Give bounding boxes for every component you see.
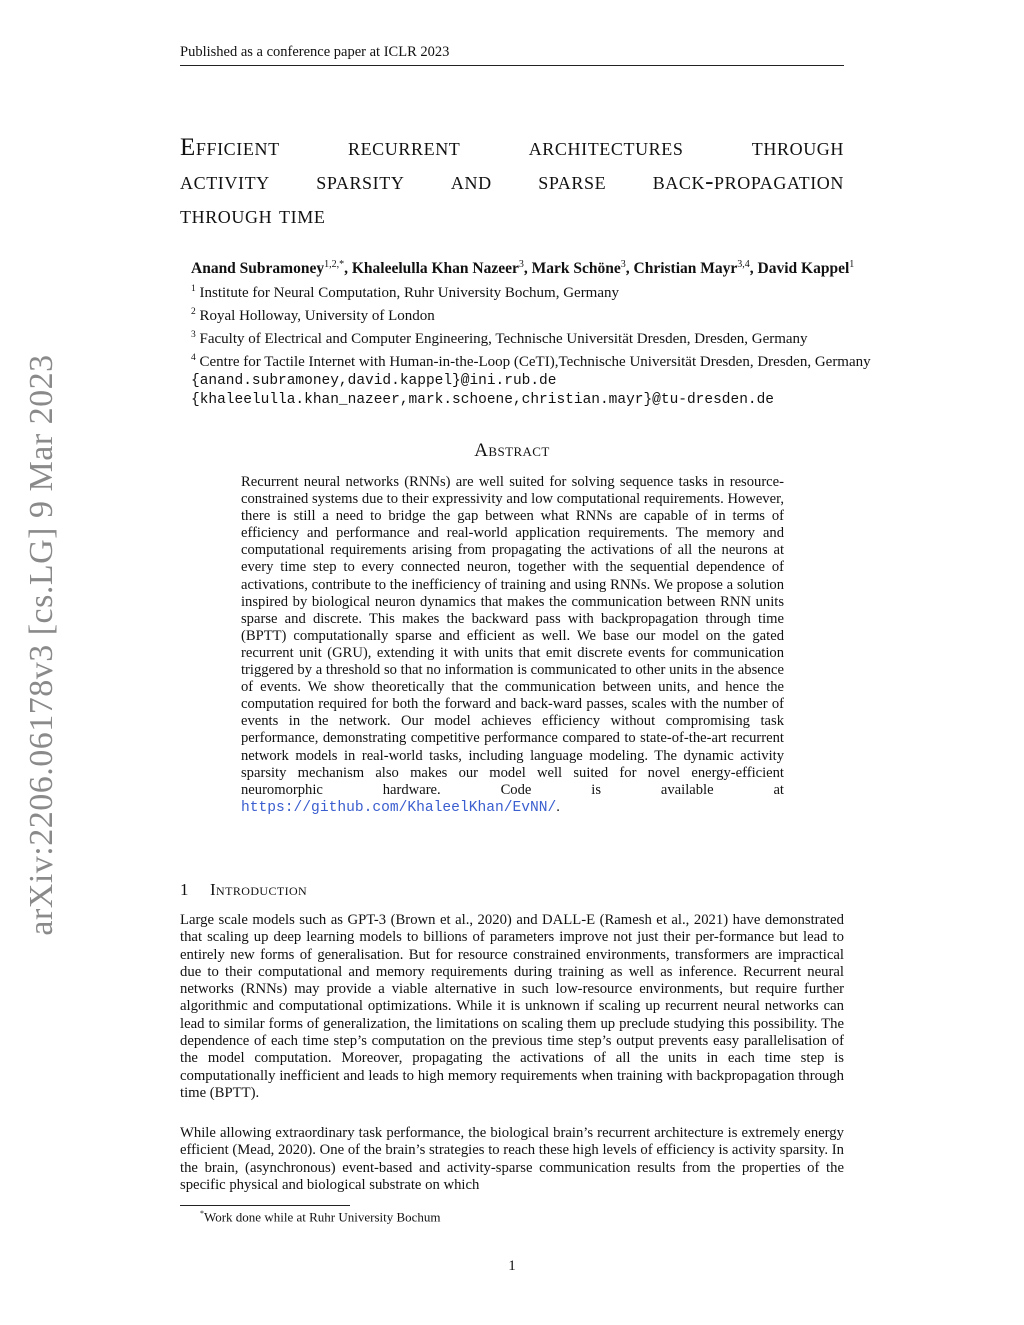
author-name: Anand Subramoney xyxy=(191,260,325,278)
section-title: Introduction xyxy=(210,880,308,899)
affiliation-text: Faculty of Electrical and Computer Engineering, Technische Universität Dresden, Dresden, Germany xyxy=(199,331,808,347)
title-line-2: activity sparsity and sparse back-propagation xyxy=(180,168,844,195)
affiliation-text: Royal Holloway, University of London xyxy=(199,308,435,324)
affiliation-number: 3 xyxy=(191,330,196,340)
arxiv-stamp: arXiv:2206.06178v3 [cs.LG] 9 Mar 2023 xyxy=(23,354,60,936)
email-line: {anand.subramoney,david.kappel}@ini.rub.de xyxy=(191,373,557,389)
abstract-text: Recurrent neural networks (RNNs) are well suited for solving sequence tasks in resource-constrained systems due to their expressivity and low computational requirements. However, there is still a need to bridge the gap between what RNNs are capable of in terms of efficiency and performance and real-world application requirements. The memory and computational requirements arising from propagating the activations of all the neurons at every time step to every connected neuron, together with the sequential dependence of activations, contribute to the inefficiency of training and using RNNs. We propose a solution inspired by biological neuron dynamics that makes the communication between RNN units sparse and discrete. This makes the backward pass with backpropagation through time (BPTT) computationally sparse and efficient as well. We base our model on the gated recurrent unit (GRU), extending it with units that emit discrete events for communication triggered by a threshold so that no information is communicated to other units in the absence of events. We show theoretically that the communication between units, and hence the computation required for both the forward and back-ward passes, scales with the number of events in the network. Our model achieves efficiency without compromising task performance, demonstrating competitive performance compared to state-of-the-art recurrent network models in real-world tasks, including language modeling. The dynamic activity sparsity mechanism also makes our model well suited for novel energy-efficient neuromorphic hardware. xyxy=(241,474,784,798)
author-name: David Kappel xyxy=(757,260,850,278)
author-affil-marker: 3,4 xyxy=(737,259,750,270)
author-separator: , xyxy=(523,260,532,278)
affiliation-list xyxy=(191,280,971,410)
footnote xyxy=(200,1209,441,1225)
intro-paragraph: Large scale models such as GPT-3 (Brown et al., 2020) and DALL-E (Ramesh et al., 2021) have demonstrated that scaling up deep learning models to billions of parameters improve not just their per-formance but lead to entirely new forms of generalisation. But for resource constrained environments, transformers are impractical due to their computational and memory requirements during training as well as inference. Recurrent neural networks (RNNs) may provide a viable alternative in such low-resource environments, but require further algorithmic and computational optimizations. While it is unknown if scaling up recurrent neural networks can lead to similar forms of generalization, the limitations on scaling them up preclude studying this possibility. The dependence of each time step’s computation on the previous time step’s output prevents easy parallelisation of the model computation. Moreover, propagating the activations of all the units in each time step is computationally inefficient and leads to high memory requirements when training with backpropagation through time (BPTT). xyxy=(180,912,844,1101)
title-line-3: through time xyxy=(180,202,326,229)
code-link-suffix: . xyxy=(556,798,560,815)
author-name: Christian Mayr xyxy=(633,260,738,278)
title-line-1: Efficient recurrent architectures through xyxy=(180,134,844,161)
footnote-divider xyxy=(180,1205,350,1206)
intro-paragraph: While allowing extraordinary task performance, the biological brain’s recurrent architecture is extremely energy efficient (Mead, 2020). One of the brain’s strategies to reach these high levels of efficiency is activity sparsity. In the brain, (asynchronous) event-based and activity-sparse communication results from the properties of the specific physical and biological substrate on which xyxy=(180,1125,844,1193)
code-availability-label: Code is available at xyxy=(500,781,784,798)
footnote-text: Work done while at Ruhr University Bochum xyxy=(204,1209,441,1225)
affiliation-number: 1 xyxy=(191,284,196,294)
author-affil-marker: 1,2,* xyxy=(324,259,345,270)
affiliation-number: 2 xyxy=(191,307,196,317)
affiliation-item xyxy=(191,349,971,372)
author-affil-marker: 1 xyxy=(849,259,855,270)
conference-header: Published as a conference paper at ICLR 2023 xyxy=(180,44,844,66)
author-separator: , xyxy=(749,260,758,278)
author-list xyxy=(191,259,951,278)
code-link[interactable]: https://github.com/KhaleelKhan/EvNN/ xyxy=(241,799,557,816)
author-affil-marker: 3 xyxy=(620,259,626,270)
author-affil-marker: 3 xyxy=(518,259,524,270)
affiliation-text: Centre for Tactile Internet with Human-in-the-Loop (CeTI),Technische Universität Dresden, Dresden, Germany xyxy=(199,354,871,370)
author-separator: , xyxy=(344,260,352,278)
abstract-body xyxy=(241,474,784,817)
footnote-marker: * xyxy=(200,1209,204,1218)
abstract-heading: Abstract xyxy=(474,440,550,461)
author-name: Mark Schöne xyxy=(531,260,621,278)
author-separator: , xyxy=(625,260,634,278)
section-number: 1 xyxy=(180,880,189,899)
section-heading xyxy=(180,880,307,900)
page-number: 1 xyxy=(508,1258,516,1274)
affiliation-item xyxy=(191,326,971,349)
affiliation-text: Institute for Neural Computation, Ruhr University Bochum, Germany xyxy=(199,285,620,301)
author-name: Khaleelulla Khan Nazeer xyxy=(351,260,519,278)
email-line: {khaleelulla.khan_nazeer,mark.schoene,christian.mayr}@tu-dresden.de xyxy=(191,392,774,408)
affiliation-item xyxy=(191,280,971,303)
paper-title xyxy=(180,131,844,233)
affiliation-item xyxy=(191,303,971,326)
affiliation-number: 4 xyxy=(191,353,196,363)
